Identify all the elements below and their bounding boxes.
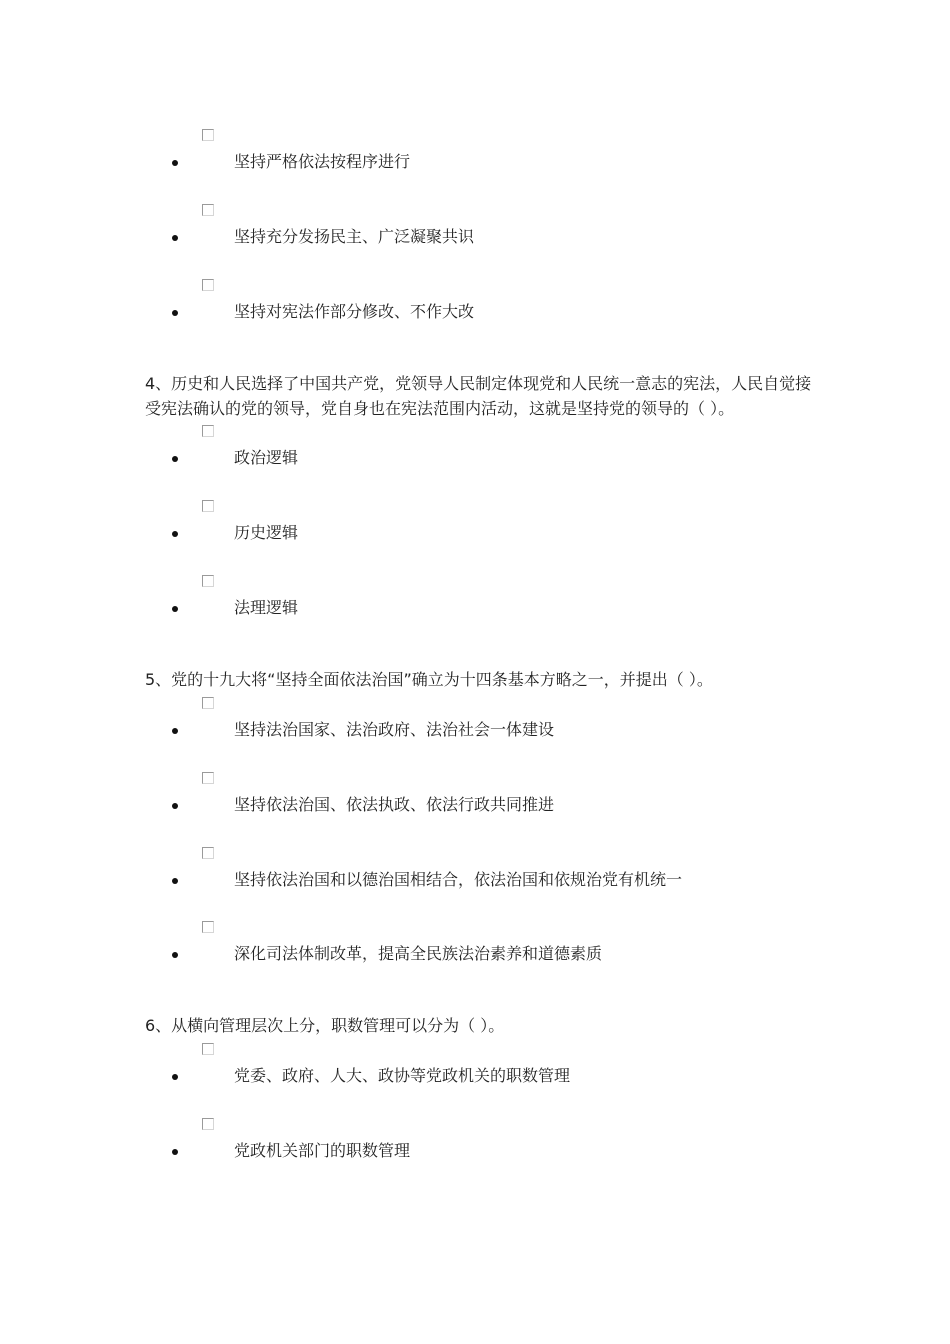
option-item [0,847,950,907]
checkbox[interactable] [202,425,214,437]
question-text: 4、历史和人民选择了中国共产党，党领导人民制定体现党和人民统一意志的宪法，人民自觉接受宪法确认的党的领导，党自身也在宪法范围内活动，这就是坚持党的领导的（ ）。 [145,374,812,418]
option-label: 坚持法治国家、法治政府、法治社会一体建设 [234,720,555,739]
option-item [0,129,950,189]
bullet-icon [172,803,178,809]
option-label: 法理逻辑 [234,598,299,617]
checkbox[interactable] [202,204,214,216]
bullet-icon [172,1149,178,1155]
option-item [0,772,950,832]
option-item [0,1118,950,1178]
option-label: 坚持严格依法按程序进行 [234,152,411,171]
option-label: 政治逻辑 [234,448,299,467]
bullet-icon [172,878,178,884]
bullet-icon [172,235,178,241]
option-label: 坚持对宪法作部分修改、不作大改 [234,302,475,321]
option-item [0,1043,950,1103]
bullet-icon [172,531,178,537]
checkbox[interactable] [202,847,214,859]
option-item [0,575,950,635]
option-item [0,921,950,981]
option-label: 党政机关部门的职数管理 [234,1141,411,1160]
bullet-icon [172,310,178,316]
bullet-icon [172,606,178,612]
checkbox[interactable] [202,1118,214,1130]
checkbox[interactable] [202,279,214,291]
checkbox[interactable] [202,921,214,933]
checkbox[interactable] [202,772,214,784]
option-item [0,279,950,339]
checkbox[interactable] [202,1043,214,1055]
option-label: 历史逻辑 [234,523,299,542]
checkbox[interactable] [202,129,214,141]
bullet-icon [172,728,178,734]
question-text: 5、党的十九大将“坚持全面依法治国”确立为十四条基本方略之一，并提出（ ）。 [145,670,713,689]
checkbox[interactable] [202,575,214,587]
option-label: 坚持充分发扬民主、广泛凝聚共识 [234,227,475,246]
bullet-icon [172,1074,178,1080]
option-item [0,425,950,485]
option-label: 坚持依法治国和以德治国相结合，依法治国和依规治党有机统一 [234,870,683,889]
bullet-icon [172,456,178,462]
option-item [0,500,950,560]
checkbox[interactable] [202,697,214,709]
bullet-icon [172,952,178,958]
option-label: 党委、政府、人大、政协等党政机关的职数管理 [234,1066,571,1085]
bullet-icon [172,160,178,166]
option-item [0,204,950,264]
question-text: 6、从横向管理层次上分，职数管理可以分为（ ）。 [145,1016,505,1035]
option-item [0,697,950,757]
option-label: 坚持依法治国、依法执政、依法行政共同推进 [234,795,555,814]
option-label: 深化司法体制改革，提高全民族法治素养和道德素质 [234,944,603,963]
checkbox[interactable] [202,500,214,512]
